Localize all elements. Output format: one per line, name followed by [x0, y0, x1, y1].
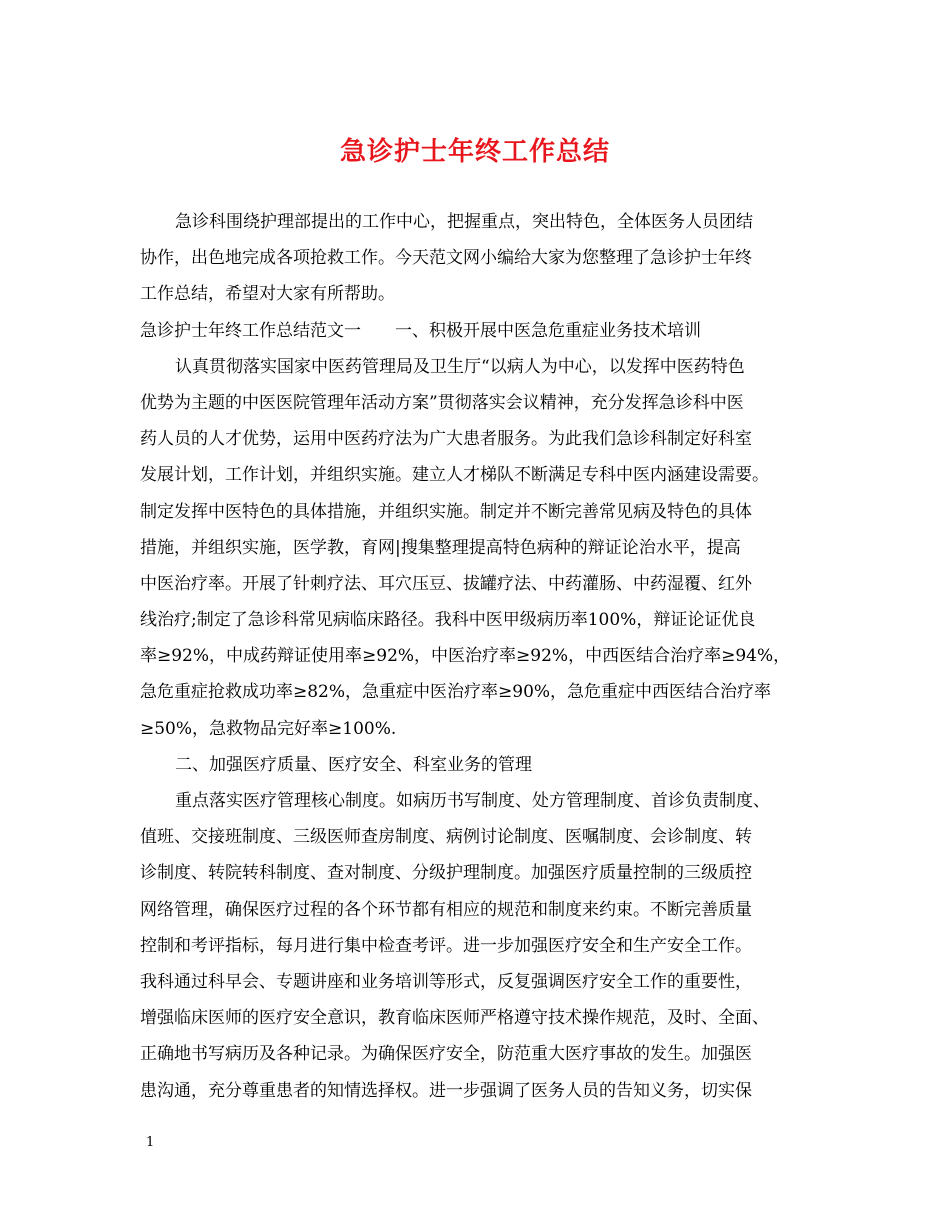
- sample-heading: 急诊护士年终工作总结范文一: [140, 320, 361, 341]
- body-line: ≥50%，急救物品完好率≥100%.: [140, 718, 397, 739]
- body-line: 率≥92%，中成药辩证使用率≥92%，中医治疗率≥92%，中西医结合治疗率≥94%，: [140, 646, 791, 667]
- body-line: 发展计划，工作计划，并组织实施。建立人才梯队不断满足专科中医内涵建设需要。: [140, 465, 769, 486]
- body-line: 认真贯彻落实国家中医药管理局及卫生厅“以病人为中心，以发挥中医药特色: [175, 356, 745, 377]
- body-line: 我科通过科早会、专题讲座和业务培训等形式，反复强调医疗安全工作的重要性，: [140, 971, 752, 992]
- body-line: 制定发挥中医特色的具体措施，并组织实施。制定并不断完善常见病及特色的具体: [140, 501, 752, 522]
- section-heading-line: [140, 313, 830, 349]
- body-line: 措施，并组织实施，医学教，育网|搜集整理提高特色病种的辩证论治水平，提高: [140, 537, 741, 558]
- section-heading-1: 一、积极开展中医急危重症业务技术培训: [395, 320, 701, 341]
- body-line: 急危重症抢救成功率≥82%，急重症中医治疗率≥90%，急危重症中西医结合治疗率: [140, 682, 772, 703]
- body-line: 正确地书写病历及各种记录。为确保医疗安全，防范重大医疗事故的发生。加强医: [140, 1044, 752, 1065]
- body-line: 线治疗;制定了急诊科常见病临床路径。我科中医甲级病历率100%，辩证论证优良: [140, 610, 756, 631]
- section-heading-2: 二、加强医疗质量、医疗安全、科室业务的管理: [175, 754, 532, 775]
- body-line: 控制和考评指标，每月进行集中检查考评。进一步加强医疗安全和生产安全工作。: [140, 935, 752, 956]
- body-line: 急诊科围绕护理部提出的工作中心，把握重点，突出特色，全体医务人员团结: [175, 212, 753, 232]
- body-line: 重点落实医疗管理核心制度。如病历书写制度、处方管理制度、首诊负责制度、: [175, 791, 770, 811]
- body-line: 工作总结，希望对大家有所帮助。: [140, 284, 395, 305]
- body-line: 优势为主题的中医医院管理年活动方案”贯彻落实会议精神，充分发挥急诊科中医: [140, 392, 744, 413]
- document-title: 急诊护士年终工作总结: [339, 137, 610, 167]
- body-line: 诊制度、转院转科制度、查对制度、分级护理制度。加强医疗质量控制的三级质控: [140, 863, 752, 884]
- document-body: [140, 204, 830, 1109]
- body-line: 值班、交接班制度、三级医师查房制度、病例讨论制度、医嘱制度、会诊制度、转: [140, 827, 752, 848]
- body-line: 协作，出色地完成各项抢救工作。今天范文网小编给大家为您整理了急诊护士年终: [140, 248, 752, 269]
- body-line: 中医治疗率。开展了针刺疗法、耳穴压豆、拔罐疗法、中药灌肠、中药湿覆、红外: [140, 573, 752, 594]
- body-line: 网络管理，确保医疗过程的各个环节都有相应的规范和制度来约束。不断完善质量: [140, 899, 752, 920]
- body-line: 增强临床医师的医疗安全意识，教育临床医师严格遵守技术操作规范，及时、全面、: [140, 1008, 769, 1029]
- page-number: 1: [146, 1135, 155, 1150]
- body-line: 患沟通，充分尊重患者的知情选择权。进一步强调了医务人员的告知义务，切实保: [140, 1080, 752, 1101]
- body-line: 药人员的人才优势，运用中医药疗法为广大患者服务。为此我们急诊科制定好科室: [140, 429, 752, 450]
